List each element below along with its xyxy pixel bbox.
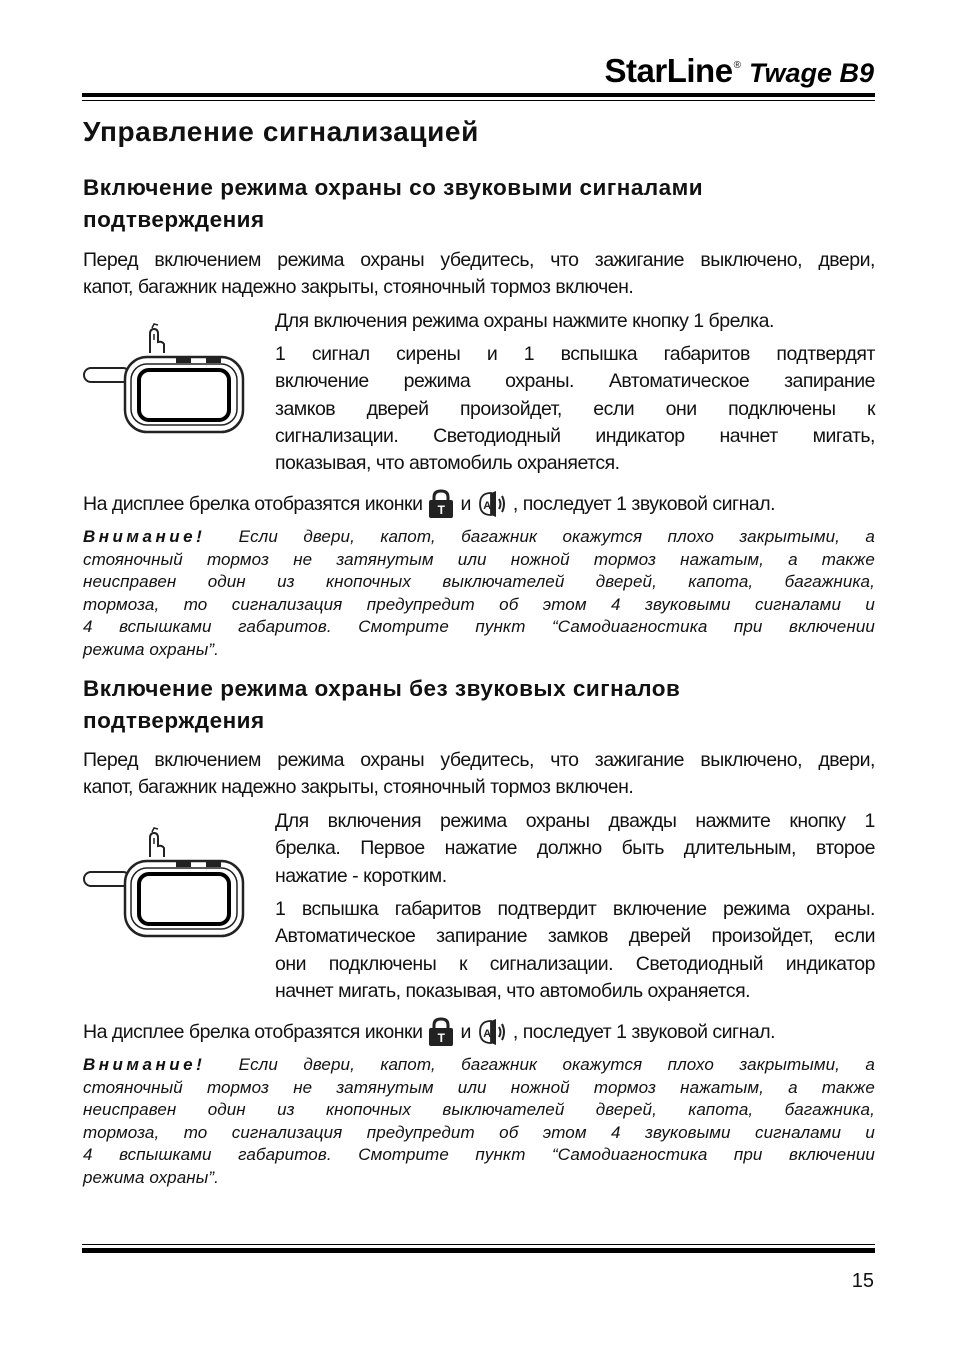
icons-text-before: На дисплее брелка отобразятся иконки bbox=[83, 492, 423, 515]
icons-text-before: На дисплее брелка отобразятся иконки bbox=[83, 1020, 423, 1043]
svg-text:A: A bbox=[483, 500, 491, 512]
section1-heading bbox=[83, 172, 875, 236]
section1-instruction: Для включения режима охраны нажмите кнопку 1 брелка. bbox=[275, 310, 774, 332]
section2-description bbox=[275, 896, 875, 1005]
section1-description-line: показывая, что автомобиль охраняется. bbox=[275, 452, 620, 475]
warning-line: Внимание! Если двери, капот, багажник окажутся плохо закрытыми, а bbox=[83, 1054, 875, 1077]
key-fob-illustration bbox=[82, 320, 247, 435]
section2-description-line: Автоматическое запирание замков дверей произойдет, если bbox=[275, 925, 875, 948]
key-fob-illustration bbox=[82, 824, 247, 939]
warning-line: тормоза, то сигнализация предупредит об этом 4 звуковыми сигналами и bbox=[83, 594, 875, 614]
brand-logo: StarLine bbox=[604, 52, 733, 89]
page-number: 15 bbox=[851, 1270, 874, 1292]
svg-text:T: T bbox=[438, 503, 445, 517]
header-rule-thin bbox=[82, 100, 875, 101]
svg-text:A: A bbox=[483, 1028, 491, 1040]
section2-instruction-line: Для включения режима охраны дважды нажмите кнопку 1 bbox=[275, 810, 875, 832]
section1-heading-line: подтверждения bbox=[83, 207, 265, 232]
warning-line: неисправен один из кнопочных выключателей дверей, капота, багажника, bbox=[83, 1100, 875, 1119]
section1-intro-line: Перед включением режима охраны убедитесь, что зажигание выключено, двери, bbox=[83, 249, 875, 271]
icons-text-after: , последует 1 звуковой сигнал. bbox=[512, 492, 776, 515]
warning-line: тормоза, то сигнализация предупредит об этом 4 звуковыми сигналами и bbox=[83, 1122, 875, 1142]
warning-line: 4 вспышками габаритов. Смотрите пункт “Самодиагностика при включении bbox=[83, 1145, 875, 1164]
section2-intro-line: Перед включением режима охраны убедитесь, что зажигание выключено, двери, bbox=[83, 749, 875, 771]
section2-icons-row bbox=[83, 1017, 875, 1047]
model-name: Twage B9 bbox=[748, 58, 874, 88]
section2-heading bbox=[83, 673, 875, 737]
section1-heading-line: Включение режима охраны со звуковыми сигналами bbox=[83, 175, 704, 200]
warning-line: 4 вспышками габаритов. Смотрите пункт “Самодиагностика при включении bbox=[83, 617, 875, 636]
warning-line: стояночный тормоз не затянутым или ножной тормоз нажатым, а также bbox=[83, 549, 875, 569]
warning-line: стояночный тормоз не затянутым или ножной тормоз нажатым, а также bbox=[83, 1077, 875, 1097]
section2-instruction-line: нажатие - коротким. bbox=[275, 864, 447, 887]
section2-heading-line: подтверждения bbox=[83, 708, 265, 733]
brand-registered-mark: ® bbox=[733, 60, 741, 71]
section1-warning bbox=[83, 526, 875, 661]
section2-warning bbox=[83, 1054, 875, 1189]
brand-header bbox=[605, 52, 874, 92]
warning-line: режима охраны”. bbox=[83, 639, 219, 659]
section2-intro-line: капот, багажник надежно закрыты, стояночный тормоз включен. bbox=[83, 776, 634, 799]
section2-description-line: они подключены к сигнализации. Светодиодный индикатор bbox=[275, 952, 875, 975]
section2-heading-line: Включение режима охраны без звуковых сигналов bbox=[83, 676, 681, 701]
icons-text-and: и bbox=[460, 492, 471, 515]
warning-label: Внимание! bbox=[83, 527, 206, 546]
section1-description-line: включение режима охраны. Автоматическое запирание bbox=[275, 370, 875, 393]
section1-description bbox=[275, 341, 875, 477]
section2-description-line: 1 вспышка габаритов подтвердит включение режима охраны. bbox=[275, 898, 875, 920]
section1-description-line: сигнализации. Светодиодный индикатор начнет мигать, bbox=[275, 424, 875, 447]
footer-rule-thin bbox=[82, 1244, 875, 1245]
warning-line: режима охраны”. bbox=[83, 1167, 219, 1187]
siren-icon bbox=[475, 489, 509, 519]
pointing-finger-icon bbox=[150, 324, 164, 353]
lock-icon bbox=[426, 489, 456, 519]
warning-label: Внимание! bbox=[83, 1055, 206, 1074]
section2-intro bbox=[83, 747, 875, 802]
section2-description-line: начнет мигать, показывая, что автомобиль охраняется. bbox=[275, 979, 751, 1002]
header-rule-thick bbox=[82, 93, 875, 97]
siren-icon bbox=[475, 1017, 509, 1047]
section2-instruction-line: брелка. Первое нажатие должно быть длительным, второе bbox=[275, 837, 875, 860]
svg-text:T: T bbox=[438, 1031, 445, 1045]
icons-text-after: , последует 1 звуковой сигнал. bbox=[512, 1020, 776, 1043]
warning-line: неисправен один из кнопочных выключателей дверей, капота, багажника, bbox=[83, 572, 875, 591]
page-title: Управление сигнализацией bbox=[83, 116, 479, 147]
section1-description-line: замков дверей произойдет, если они подключены к bbox=[275, 397, 875, 420]
lock-icon bbox=[426, 1017, 456, 1047]
section1-intro bbox=[83, 247, 875, 302]
section2-instruction bbox=[275, 808, 875, 890]
warning-line: Внимание! Если двери, капот, багажник окажутся плохо закрытыми, а bbox=[83, 526, 875, 549]
section1-description-line: 1 сигнал сирены и 1 вспышка габаритов подтвердят bbox=[275, 343, 875, 365]
footer-rule-thick bbox=[82, 1248, 875, 1253]
section1-icons-row bbox=[83, 489, 875, 519]
pointing-finger-icon bbox=[150, 828, 164, 857]
section1-intro-line: капот, багажник надежно закрыты, стояночный тормоз включен. bbox=[83, 276, 634, 299]
icons-text-and: и bbox=[460, 1020, 471, 1043]
